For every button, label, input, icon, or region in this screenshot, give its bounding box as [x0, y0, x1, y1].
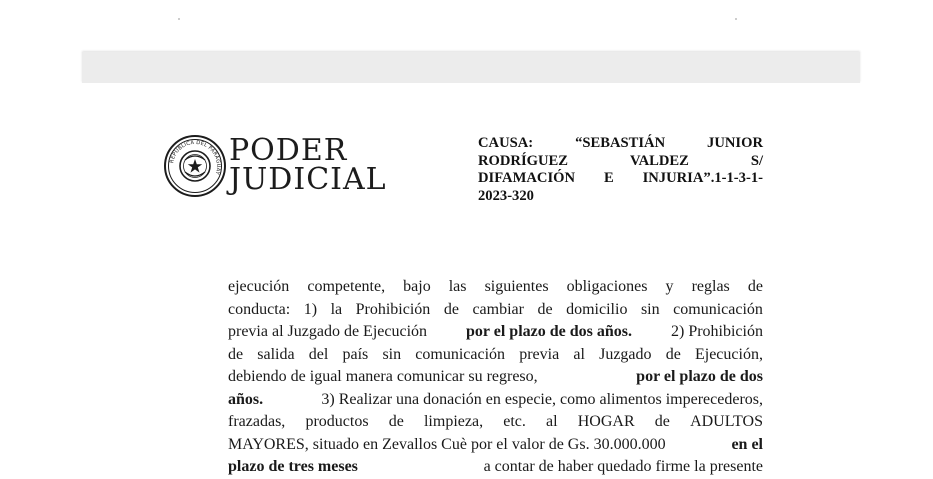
word: 1) [303, 300, 318, 318]
word: frazadas, [228, 413, 286, 430]
word: cambiar [472, 300, 524, 318]
text-run: 3) Realizar una donación en especie, como alimentos imperecederos, [321, 390, 763, 408]
case-header-line [478, 135, 763, 153]
body-line [228, 321, 763, 344]
word: comunicación [415, 345, 506, 363]
word: comunicación [673, 300, 763, 318]
bold-run: por el plazo de dos años. [466, 323, 632, 340]
word: de [654, 413, 670, 430]
text-run: previa al Juzgado de Ejecución [228, 323, 428, 340]
case-word: RODRÍGUEZ [478, 152, 569, 169]
case-header [478, 135, 763, 205]
word: Juzgado [599, 345, 652, 363]
body-line [228, 411, 763, 434]
bold-run: plazo de tres meses [228, 458, 358, 475]
case-word: JUNIOR [707, 135, 763, 151]
case-header-line [478, 170, 763, 188]
svg-text:REPÚBLICA DEL PARAGUAY [169, 140, 221, 176]
word: sin [640, 300, 660, 318]
word: HOGAR [577, 413, 635, 430]
word: productos [305, 413, 369, 430]
bold-run: años. [228, 390, 264, 408]
word: de [228, 345, 244, 363]
bold-run: en el [731, 435, 763, 453]
case-number: 2023-320 [478, 187, 534, 204]
text-run: 2) Prohibición [670, 323, 763, 340]
word: de [665, 345, 681, 363]
text-run: a contar de haber quedado firme la presente [483, 458, 763, 475]
logo-judicial: JUDICIAL [229, 162, 387, 197]
word: la [330, 300, 343, 318]
word: al [573, 345, 585, 363]
word: las [448, 278, 467, 295]
word: etc. [503, 413, 526, 430]
word: y [665, 278, 674, 295]
word: ejecución [228, 278, 290, 295]
word: reglas [691, 278, 730, 295]
word: al [546, 413, 558, 430]
case-header-line [478, 153, 763, 171]
word: ADULTOS [690, 413, 763, 430]
case-word: CAUSA: [478, 135, 534, 151]
word: país [342, 345, 369, 363]
body-line [228, 299, 763, 322]
case-word: S/ [750, 152, 763, 169]
body-line [228, 344, 763, 367]
word: siguientes [484, 278, 549, 295]
case-word: VALDEZ [629, 152, 689, 169]
case-word: DIFAMACIÓN [478, 170, 576, 186]
word: salida [257, 345, 295, 363]
word: de [388, 413, 404, 430]
word: del [308, 345, 329, 363]
body-line [228, 366, 763, 389]
word: conducta: [228, 300, 291, 318]
text-run: MAYORES, situado en Zevallos Cuè por el valor de Gs. 30.000.000 [228, 435, 666, 453]
body-line [228, 389, 763, 412]
text-run: debiendo de igual manera comunicar su regreso, [228, 368, 538, 385]
word: competente, [307, 278, 386, 295]
word: de [443, 300, 459, 318]
case-word: E [603, 170, 614, 186]
body-line [228, 276, 763, 299]
speck [178, 18, 180, 20]
paraguay-seal-icon [163, 134, 227, 198]
bold-run: por el plazo de dos [636, 368, 763, 385]
word: domicilio [566, 300, 628, 318]
speck [735, 18, 737, 20]
word: de [747, 278, 763, 295]
body-line [228, 434, 763, 457]
page-top-edge [82, 52, 860, 83]
seal-text: REPÚBLICA DEL PARAGUAY [169, 139, 222, 176]
word: de [537, 300, 553, 318]
document-body [228, 276, 763, 479]
case-header-line [478, 188, 763, 206]
word: Prohibición [355, 300, 431, 318]
word: bajo [403, 278, 431, 295]
word: Ejecución, [694, 345, 763, 363]
body-line [228, 456, 763, 479]
case-word: INJURIA”.1-1-3-1- [642, 170, 763, 186]
case-word: “SEBASTIÁN [575, 135, 666, 151]
word: sin [382, 345, 402, 363]
logo-poder: PODER [229, 133, 348, 168]
word: limpieza, [423, 413, 484, 430]
word: previa [519, 345, 560, 363]
word: obligaciones [566, 278, 648, 295]
